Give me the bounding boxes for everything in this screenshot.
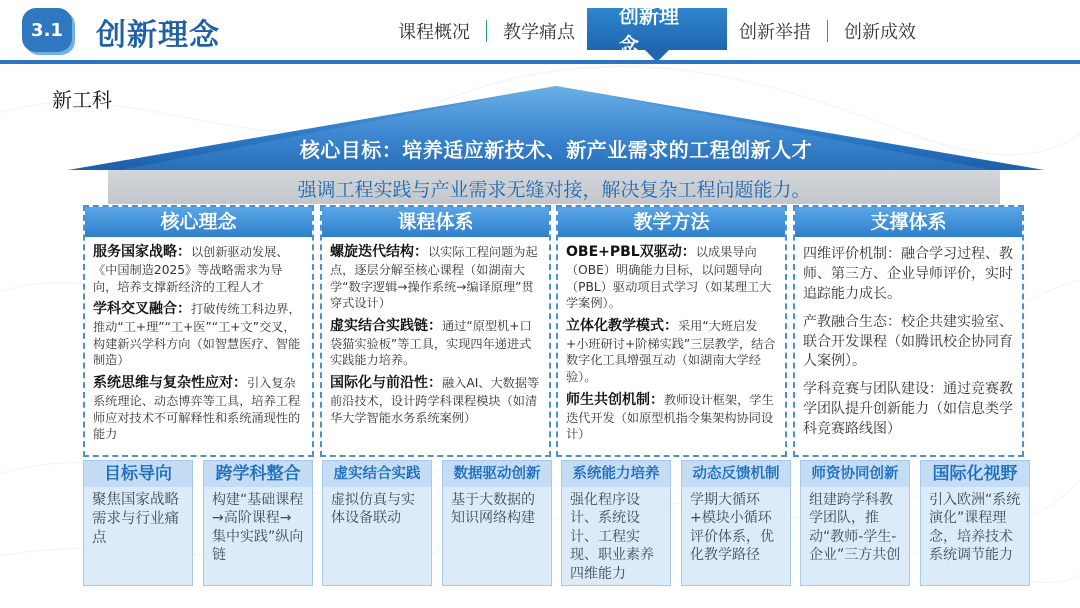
column-item (803, 313, 1014, 373)
column-curriculum-system (320, 205, 551, 457)
tab-divider (486, 20, 487, 42)
item-text: 引入复杂系统理论、动态博弈等工具，培养工程师应对技术不可解释性和系统涌现性的能力 (93, 376, 301, 442)
column-item (93, 243, 304, 295)
card-text: 构建“基础课程→高阶课程→集中实践”纵向链 (212, 492, 304, 564)
card-text: 强化程序设计、系统设计、工程实现、职业素养四维能力 (570, 492, 654, 582)
item-text: 通过“原型机+口袋猫实验板”等工具，实现四年递进式实践能力培养。 (330, 318, 532, 368)
card-text: 组建跨学科教学团队，推动“教师-学生-企业”三方共创 (809, 492, 901, 564)
item-text: 产教融合生态：校企共建实验室、联合开发课程（如腾讯校企协同育人案例）。 (803, 313, 1013, 370)
item-heading: 国际化与前沿性： (330, 375, 442, 392)
column-item (803, 245, 1014, 305)
item-text: 以创新驱动发展、《中国制造2025》等战略需求为导向，培养支撑新经济的工程人才 (93, 245, 289, 294)
nav-tabs (386, 4, 928, 57)
column-title: 教学方法 (558, 207, 785, 237)
tab-innovation-measures[interactable]: 创新举措 (739, 22, 811, 43)
card-title: 国际化视野 (921, 461, 1029, 487)
card-text: 虚拟仿真与实体设备联动 (331, 492, 415, 527)
column-title: 课程体系 (322, 207, 549, 237)
column-body (558, 237, 785, 443)
card-title: 虚实结合实践 (323, 461, 431, 487)
column-item (330, 317, 541, 369)
item-text: 以成果导向（OBE）明确能力目标，以问题导向（PBL）驱动项目式学习（如某理工大学案例）。 (566, 245, 772, 311)
card-interdisciplinary-integration (203, 460, 313, 586)
card-international-vision (920, 460, 1030, 586)
item-heading: 立体化教学模式： (566, 317, 678, 334)
column-item (93, 300, 304, 369)
column-body (322, 237, 549, 426)
card-title: 师资协同创新 (801, 461, 909, 487)
card-data-driven-innovation (442, 460, 552, 586)
card-title: 系统能力培养 (562, 461, 670, 487)
item-text: 以实际工程问题为起点，逐层分解至核心课程（如湖南大学“数字逻辑→操作系统→编译原理”贯穿式设计） (330, 245, 538, 311)
item-heading: 服务国家战略： (93, 244, 191, 260)
item-text: 学科竞赛与团队建设：通过竞赛教学团队提升创新能力（如信息类学科竞赛路线图） (803, 381, 1013, 437)
card-title: 数据驱动创新 (443, 461, 551, 487)
core-goal-heading: 核心目标：培养适应新技术、新产业需求的工程创新人才 (299, 138, 813, 162)
item-heading: 学科交叉融合： (93, 301, 191, 318)
tab-innovation-concept[interactable]: 创新理念 (587, 8, 727, 50)
card-text: 基于大数据的知识网络构建 (451, 492, 535, 527)
column-teaching-methods (556, 205, 787, 457)
header-divider-line (0, 60, 1080, 64)
card-goal-oriented (83, 460, 193, 586)
column-item (93, 374, 304, 443)
card-title: 跨学科整合 (204, 461, 312, 487)
column-item (566, 391, 777, 443)
tab-divider (827, 20, 828, 42)
item-heading: 系统思维与复杂性应对： (93, 375, 247, 392)
item-heading: 虚实结合实践链： (330, 317, 442, 334)
card-dynamic-feedback (681, 460, 791, 586)
column-item (330, 243, 541, 312)
column-item (330, 374, 541, 426)
column-body (795, 237, 1022, 440)
card-title: 目标导向 (84, 461, 192, 487)
core-goal-subtitle: 强调工程实践与产业需求无缝对接，解决复杂工程问题能力。 (297, 179, 811, 201)
card-system-capability (561, 460, 671, 586)
section-label: 新工科 (52, 88, 112, 112)
card-faculty-collaboration (800, 460, 910, 586)
column-core-concept (83, 205, 314, 457)
item-heading: 螺旋迭代结构： (330, 244, 428, 260)
item-text: 打破传统工科边界，推动“工+理”“工+医”“工+文”交叉，构建新兴学科方向（如智慧医疗、智能制造） (93, 302, 301, 368)
item-text: 融入AI、大数据等前沿技术，设计跨学科课程模块（如清华大学智能水务系统案例） (330, 376, 540, 425)
tab-course-overview[interactable]: 课程概况 (398, 22, 470, 43)
item-text: 教师设计框架，学生迭代开发（如原型机指令集架构协同设计） (566, 392, 774, 442)
card-title: 动态反馈机制 (682, 461, 790, 487)
card-text: 学期大循环+模块小循环评价体系，优化教学路径 (690, 492, 774, 564)
column-title: 支撑体系 (795, 207, 1022, 237)
section-number-badge: 3.1 (22, 8, 72, 52)
column-item (803, 380, 1014, 440)
column-support-system (793, 205, 1024, 457)
page-title: 创新理念 (96, 18, 220, 53)
card-text: 聚焦国家战略需求与行业痛点 (92, 492, 179, 547)
item-text: 四维评价机制：融合学习过程、教师、第三方、企业导师评价，实时追踪能力成长。 (803, 246, 1013, 302)
item-heading: 师生共创机制： (566, 391, 664, 408)
tab-innovation-results[interactable]: 创新成效 (844, 22, 916, 43)
column-item (566, 317, 777, 386)
item-heading: OBE+PBL双驱动： (566, 244, 696, 260)
card-text: 引入欧洲“系统演化”课程理念，培养技术系统调节能力 (929, 492, 1021, 564)
card-virtual-real-practice (322, 460, 432, 586)
column-item (566, 243, 777, 312)
tab-teaching-pain-points[interactable]: 教学痛点 (503, 22, 575, 43)
item-text: 采用“大班启发+小班研讨+阶梯实践”三层教学，结合数字化工具增强互动（如湖南大学经验）。 (566, 318, 776, 385)
column-body (85, 237, 312, 443)
header-bar (0, 0, 1080, 66)
column-title: 核心理念 (85, 207, 312, 237)
